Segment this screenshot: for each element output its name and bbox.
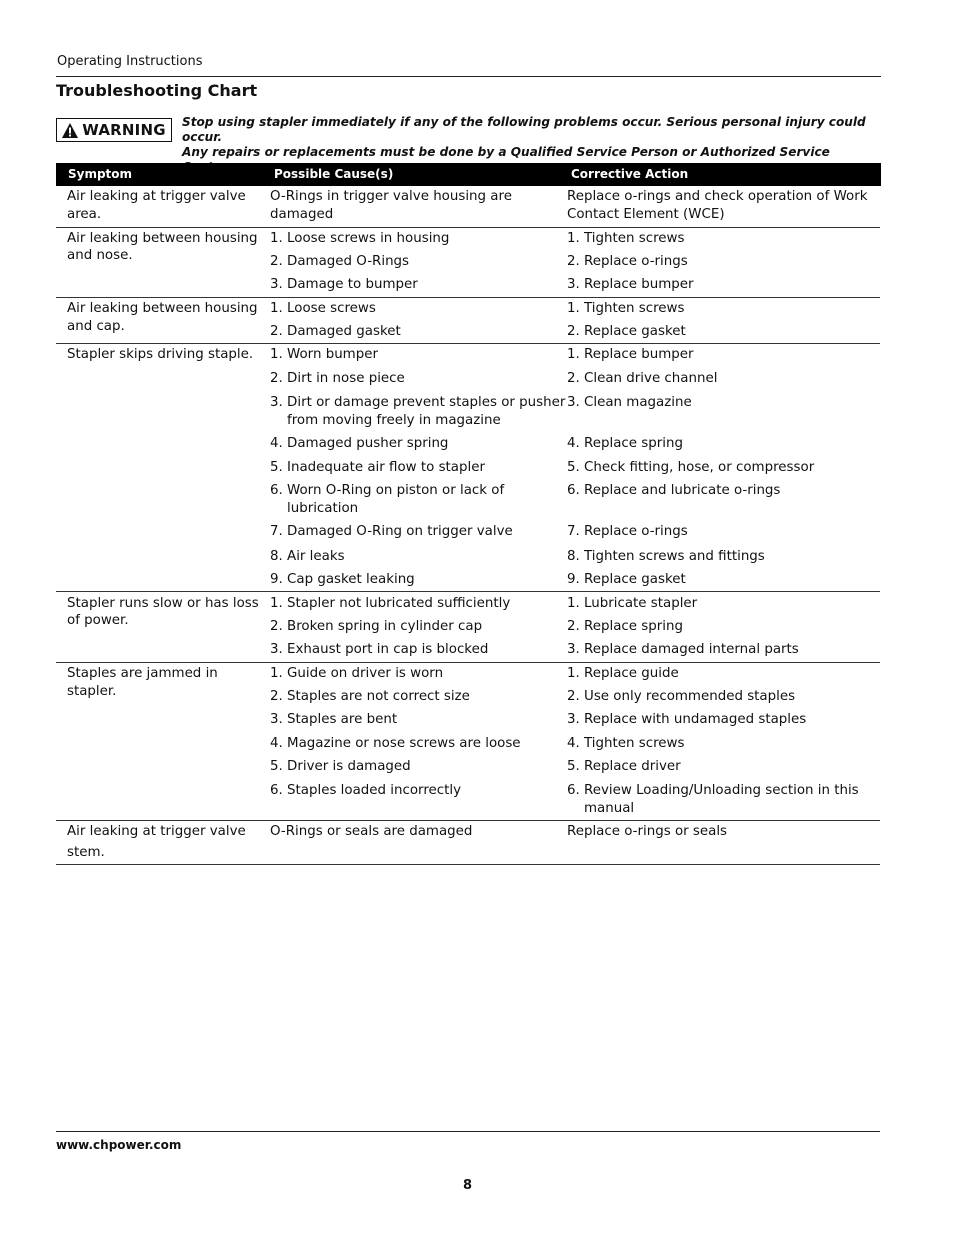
action-line: 2. Replace spring	[567, 619, 683, 634]
cause-line: 3. Staples are bent	[270, 712, 398, 727]
action-line: 2. Use only recommended staples	[567, 689, 796, 704]
warning-badge	[56, 118, 172, 142]
cause-line: 6. Worn O-Ring on piston or lack of	[270, 483, 505, 498]
row-divider	[56, 864, 880, 865]
cause-line: 3. Damage to bumper	[270, 277, 418, 292]
action-line: 4. Replace spring	[567, 436, 683, 451]
symptom-line: and nose.	[67, 248, 133, 263]
action-line: 3. Replace damaged internal parts	[567, 642, 799, 657]
action-line: 6. Review Loading/Unloading section in this	[567, 783, 859, 798]
cause-line: 5. Inadequate air flow to stapler	[270, 460, 485, 475]
cause-line: 1. Worn bumper	[270, 347, 378, 362]
footer-rule	[56, 1131, 880, 1132]
cause-line: 7. Damaged O-Ring on trigger valve	[270, 524, 513, 539]
footer-url: www.chpower.com	[56, 1138, 182, 1152]
symptom-line: of power.	[67, 613, 129, 628]
cause-line: 2. Damaged O-Rings	[270, 254, 410, 269]
warning-text-line1: Stop using stapler immediately if any of the following problems occur. Serious personal injury could occur.	[182, 115, 866, 144]
action-line: 2. Replace gasket	[567, 324, 686, 339]
action-line: 1. Lubricate stapler	[567, 596, 698, 611]
cause-line: 3. Exhaust port in cap is blocked	[270, 642, 489, 657]
cause-line: 4. Magazine or nose screws are loose	[270, 736, 521, 751]
action-line: Replace o-rings or seals	[567, 824, 728, 839]
top-rule	[56, 76, 881, 77]
cause-line: 1. Loose screws	[270, 301, 376, 316]
action-line: 9. Replace gasket	[567, 572, 686, 587]
warning-triangle-icon	[62, 123, 78, 138]
action-line: 8. Tighten screws and fittings	[567, 549, 765, 564]
cause-line: 8. Air leaks	[270, 549, 345, 564]
cause-line: 2. Broken spring in cylinder cap	[270, 619, 483, 634]
cause-line: 1. Stapler not lubricated sufficiently	[270, 596, 511, 611]
cause-line: 2. Damaged gasket	[270, 324, 401, 339]
table-header	[56, 163, 881, 186]
warning-label: WARNING	[82, 121, 166, 139]
cause-line: from moving freely in magazine	[287, 413, 501, 428]
page-title: Troubleshooting Chart	[56, 81, 258, 100]
page-number: 8	[463, 1178, 473, 1193]
symptom-line: Air leaking between housing	[67, 301, 258, 316]
cause-line: 6. Staples loaded incorrectly	[270, 783, 462, 798]
action-line: 7. Replace o-rings	[567, 524, 688, 539]
row-divider	[56, 662, 880, 663]
action-line: 3. Clean magazine	[567, 395, 692, 410]
row-divider	[56, 343, 880, 344]
action-line: 5. Replace driver	[567, 759, 681, 774]
symptom-line: area.	[67, 207, 102, 222]
symptom-line: Air leaking between housing	[67, 231, 258, 246]
action-line: 1. Tighten screws	[567, 231, 685, 246]
action-line: 3. Replace with undamaged staples	[567, 712, 807, 727]
action-line: Replace o-rings and check operation of Work	[567, 189, 868, 204]
cause-line: O-Rings or seals are damaged	[270, 824, 473, 839]
symptom-line: Stapler skips driving staple.	[67, 347, 254, 362]
cause-line: 2. Dirt in nose piece	[270, 371, 405, 386]
action-line: Contact Element (WCE)	[567, 207, 725, 222]
cause-line: 1. Loose screws in housing	[270, 231, 450, 246]
action-line: 2. Clean drive channel	[567, 371, 718, 386]
action-line: 1. Replace guide	[567, 666, 679, 681]
cause-line: damaged	[270, 207, 334, 222]
action-line: 6. Replace and lubricate o-rings	[567, 483, 781, 498]
warning-text-line2: Any repairs or replacements must be done by a Qualified Service Person or Authorized Service	[182, 145, 830, 159]
action-line: manual	[584, 801, 635, 816]
cause-line: 1. Guide on driver is worn	[270, 666, 444, 681]
column-causes: Possible Cause(s)	[274, 167, 394, 181]
column-action: Corrective Action	[571, 167, 689, 181]
row-divider	[56, 591, 880, 592]
section-label: Operating Instructions	[57, 54, 203, 69]
action-line: 1. Tighten screws	[567, 301, 685, 316]
symptom-line: Staples are jammed in	[67, 666, 218, 681]
column-symptom: Symptom	[68, 167, 133, 181]
action-line: 3. Replace bumper	[567, 277, 694, 292]
cause-line: 9. Cap gasket leaking	[270, 572, 415, 587]
row-divider	[56, 820, 880, 821]
cause-line: O-Rings in trigger valve housing are	[270, 189, 512, 204]
cause-line: 3. Dirt or damage prevent staples or pusher	[270, 395, 566, 410]
action-line: 5. Check fitting, hose, or compressor	[567, 460, 815, 475]
action-line: 1. Replace bumper	[567, 347, 694, 362]
action-line: 2. Replace o-rings	[567, 254, 688, 269]
row-divider	[56, 227, 880, 228]
symptom-line: and cap.	[67, 319, 125, 334]
cause-line: lubrication	[287, 501, 359, 516]
cause-line: 5. Driver is damaged	[270, 759, 411, 774]
cause-line: 2. Staples are not correct size	[270, 689, 470, 704]
action-line: 4. Tighten screws	[567, 736, 685, 751]
symptom-line: stapler.	[67, 684, 117, 699]
cause-line: 4. Damaged pusher spring	[270, 436, 449, 451]
symptom-line: Air leaking at trigger valve	[67, 189, 246, 204]
symptom-line: Stapler runs slow or has loss	[67, 596, 259, 611]
symptom-line: Air leaking at trigger valve	[67, 824, 246, 839]
symptom-line: stem.	[67, 845, 105, 860]
row-divider	[56, 297, 880, 298]
